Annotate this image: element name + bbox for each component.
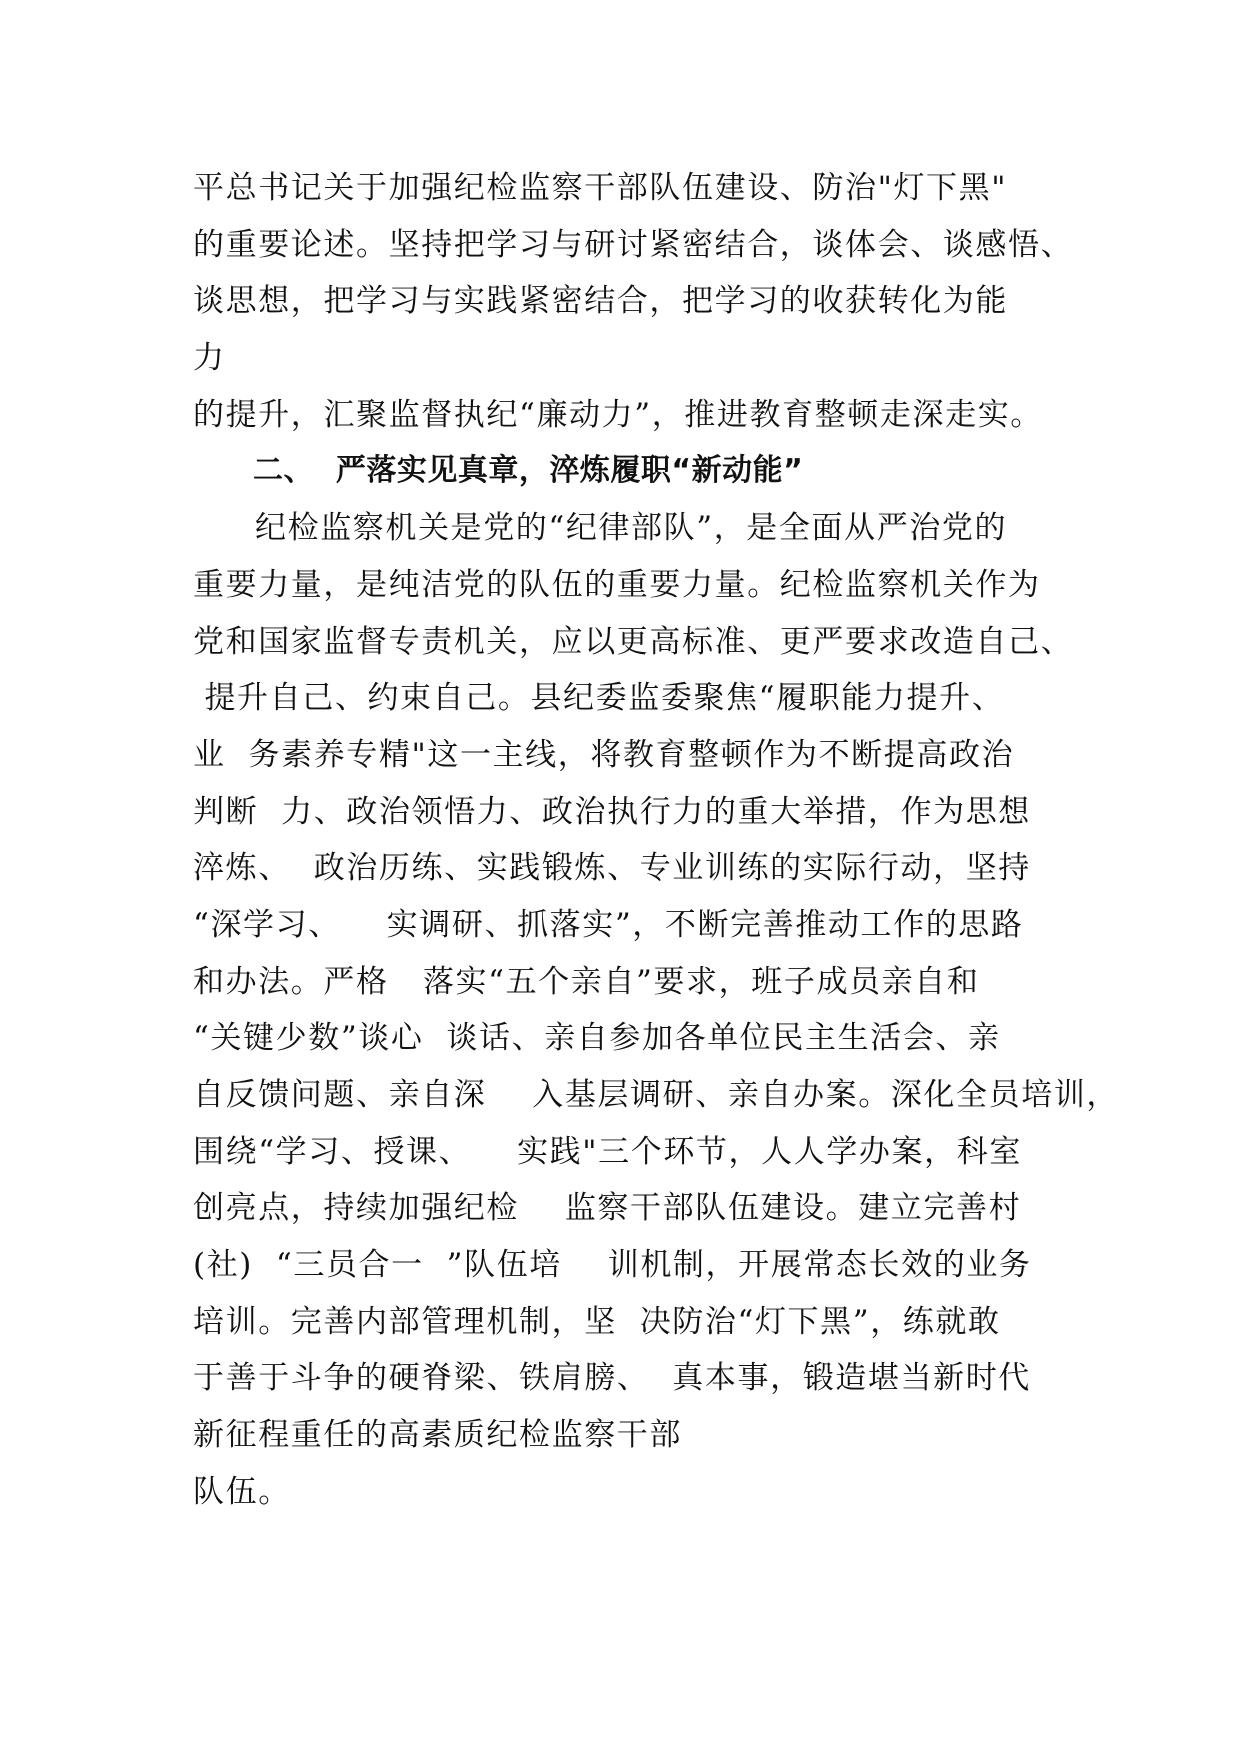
text-line: 新征程重任的高素质纪检监察干部 bbox=[193, 1417, 682, 1454]
text-line: 队伍。 bbox=[193, 1473, 291, 1510]
paragraph-first-line: 纪检监察机关是党的“纪律部队”，是全面从严治党的 bbox=[255, 510, 1008, 547]
text-line: 提升自己、约束自己。县纪委监委聚焦“履职能力提升、 bbox=[193, 680, 1005, 717]
text-line: 判断 力、政治领悟力、政治执行力的重大举措，作为思想 bbox=[193, 793, 1031, 830]
text-line: 谈思想，把学习与实践紧密结合，把学习的收获转化为能 bbox=[193, 283, 1008, 320]
text-line: 培训。完善内部管理机制，坚 决防治“灯下黑”，练就敢 bbox=[193, 1303, 1001, 1340]
text-line: 自反馈问题、亲自深 入基层调研、亲自办案。深化全员培训， bbox=[193, 1077, 1120, 1113]
text-line: 围绕“学习、授课、 实践"三个环节，人人学办案，科室 bbox=[193, 1133, 1022, 1170]
body-text bbox=[193, 160, 1120, 1521]
text-line: 党和国家监督专责机关，应以更高标准、更严要求改造自己、 bbox=[193, 623, 1074, 660]
text-line: 于善于斗争的硬脊梁、铁肩膀、 真本事，锻造堪当新时代 bbox=[193, 1360, 1031, 1397]
section-heading: 二、 严落实见真章，淬炼履职“新动能” bbox=[253, 453, 804, 489]
text-line: 和办法。严格 落实“五个亲自”要求，班子成员亲自和 bbox=[193, 963, 980, 1000]
text-line: 的提升，汇聚监督执纪“廉动力”，推进教育整顿走深走实。 bbox=[193, 396, 1043, 433]
text-line: (社) “三员合一 ”队伍培 训机制，开展常态长效的业务 bbox=[193, 1247, 1032, 1284]
text-line: 力 bbox=[193, 340, 226, 377]
text-line: 淬炼、 政治历练、实践锻炼、专业训练的实际行动，坚持 bbox=[193, 850, 1031, 887]
text-line: 平总书记关于加强纪检监察干部队伍建设、防治"灯下黑" bbox=[193, 170, 1008, 206]
text-line: 创亮点，持续加强纪检 监察干部队伍建设。建立完善村 bbox=[193, 1190, 1022, 1227]
text-line: “关键少数”谈心 谈话、亲自参加各单位民主生活会、亲 bbox=[193, 1020, 1001, 1057]
text-line: “深学习、 实调研、抓落实”，不断完善推动工作的思路 bbox=[193, 906, 1024, 943]
text-line: 重要力量，是纯洁党的队伍的重要力量。纪检监察机关作为 bbox=[193, 566, 1041, 603]
text-line: 的重要论述。坚持把学习与研讨紧密结合，谈体会、谈感悟、 bbox=[193, 226, 1074, 263]
text-line: 业 务素养专精"这一主线，将教育整顿作为不断提高政治 bbox=[193, 736, 1015, 773]
